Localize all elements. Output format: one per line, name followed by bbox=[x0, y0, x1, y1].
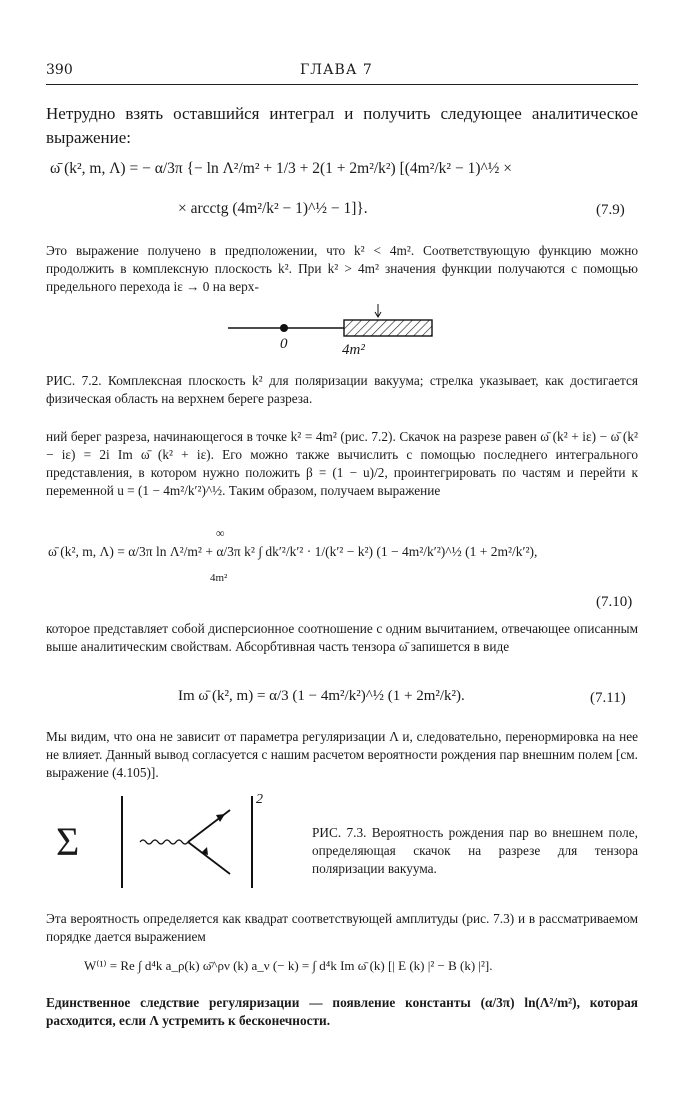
equation-7-9-line1: ω̄ (k², m, Λ) = − α/3π {− ln Λ²/m² + 1/3 + 2(1 + 2m²/k²) [(4m²/k² − 1)^½ × bbox=[50, 160, 512, 177]
figure-7-2 bbox=[220, 300, 440, 370]
intro-paragraph: Нетрудно взять оставшийся интеграл и получить следующее аналитическое выражение: bbox=[46, 104, 638, 147]
equation-7-10-lower-limit: 4m² bbox=[210, 572, 228, 584]
paragraph-4: Мы видим, что она не зависит от параметра регуляризации Λ и, следовательно, перенормировка на нее не влияет. Данный вывод согласуется с нашим расчетом вероятности рождения пар внешним полем [см. выражение (4.105)]. bbox=[46, 729, 638, 780]
arrow-icon bbox=[216, 814, 225, 822]
paragraph-5: Эта вероятность определяется как квадрат соответствующей амплитуды (рис. 7.3) и в рассматриваемом порядке дается выражением bbox=[46, 911, 638, 944]
equation-w: W⁽¹⁾ = Re ∫ d⁴k a_ρ(k) ω̄^ρν (k) a_ν (− k) = ∫ d⁴k Im ω̄ (k) [| E (k) |² − B (k) |²]. bbox=[84, 958, 493, 973]
chapter-heading: ГЛАВА 7 bbox=[300, 62, 373, 78]
fig-7-3-exponent: 2 bbox=[256, 792, 263, 807]
branch-cut bbox=[344, 320, 432, 336]
fig-7-2-cut-label: 4m² bbox=[342, 342, 365, 358]
fig-7-3-caption: РИС. 7.3. Вероятность рождения пар во внешнем поле, определяющая скачок на разрезе для тензора поляризации вакуума. bbox=[312, 825, 638, 876]
figure-7-3-diagram bbox=[104, 792, 274, 892]
positron-line bbox=[188, 842, 230, 874]
fig-7-2-caption: РИС. 7.2. Комплексная плоскость k² для поляризации вакуума; стрелка указывает, как достигается физическая область на верхнем береге разреза. bbox=[46, 373, 638, 406]
origin-point bbox=[280, 324, 288, 332]
equation-7-10: ω̄ (k², m, Λ) = α/3π ln Λ²/m² + α/3π k² ∫ dk′²/k′² · 1/(k′² − k²) (1 − 4m²/k′²)^½ (1 + 2m²/k′²), bbox=[48, 544, 538, 559]
paragraph-3: которое представляет собой дисперсионное соотношение с одним вычитанием, отвечающее описанным выше аналитическим свойствам. Абсорбтивная часть тензора ω̄ запишется в виде bbox=[46, 621, 638, 654]
paragraph-2: ний берег разреза, начинающегося в точке k² = 4m² (рис. 7.2). Скачок на разрезе равен ω̄ (k² + iε) − ω̄ (k² − iε) = 2i Im ω̄ (k² + iε). Его можно также вычислить с помощью последнего интегрального представления, в котором нужно положить β = (1 − u)/2, проинтегрировать по частям и перейти к переменной u = (1 − 4m²/k′²)^½. Таким образом, получаем выражение bbox=[46, 429, 638, 498]
page-number: 390 bbox=[46, 62, 73, 78]
header-rule bbox=[46, 84, 638, 85]
equation-7-11: Im ω̄ (k², m) = α/3 (1 − 4m²/k²)^½ (1 + 2m²/k²). bbox=[178, 688, 465, 704]
paragraph-1: Это выражение получено в предположении, что k² < 4m². Соответствующую функцию можно продолжить в комплексную плоскость k². При k² > 4m² значения функции получаются с помощью предельного перехода iε → 0 на верх- bbox=[46, 243, 638, 294]
equation-7-11-number: (7.11) bbox=[590, 690, 626, 706]
fig-7-3-sum-symbol: Σ bbox=[56, 819, 80, 864]
equation-7-10-number: (7.10) bbox=[596, 594, 633, 610]
equation-7-10-upper-limit: ∞ bbox=[216, 526, 225, 540]
equation-7-9-line2: × arcctg (4m²/k² − 1)^½ − 1]}. bbox=[178, 200, 368, 217]
fig-7-2-origin-label: 0 bbox=[280, 336, 288, 352]
equation-7-9-number: (7.9) bbox=[596, 202, 625, 218]
paragraph-6: Единственное следствие регуляризации — появление константы (α/3π) ln(Λ²/m²), которая расходится, если Λ устремить к бесконечности. bbox=[46, 995, 638, 1028]
photon-line bbox=[140, 840, 188, 844]
